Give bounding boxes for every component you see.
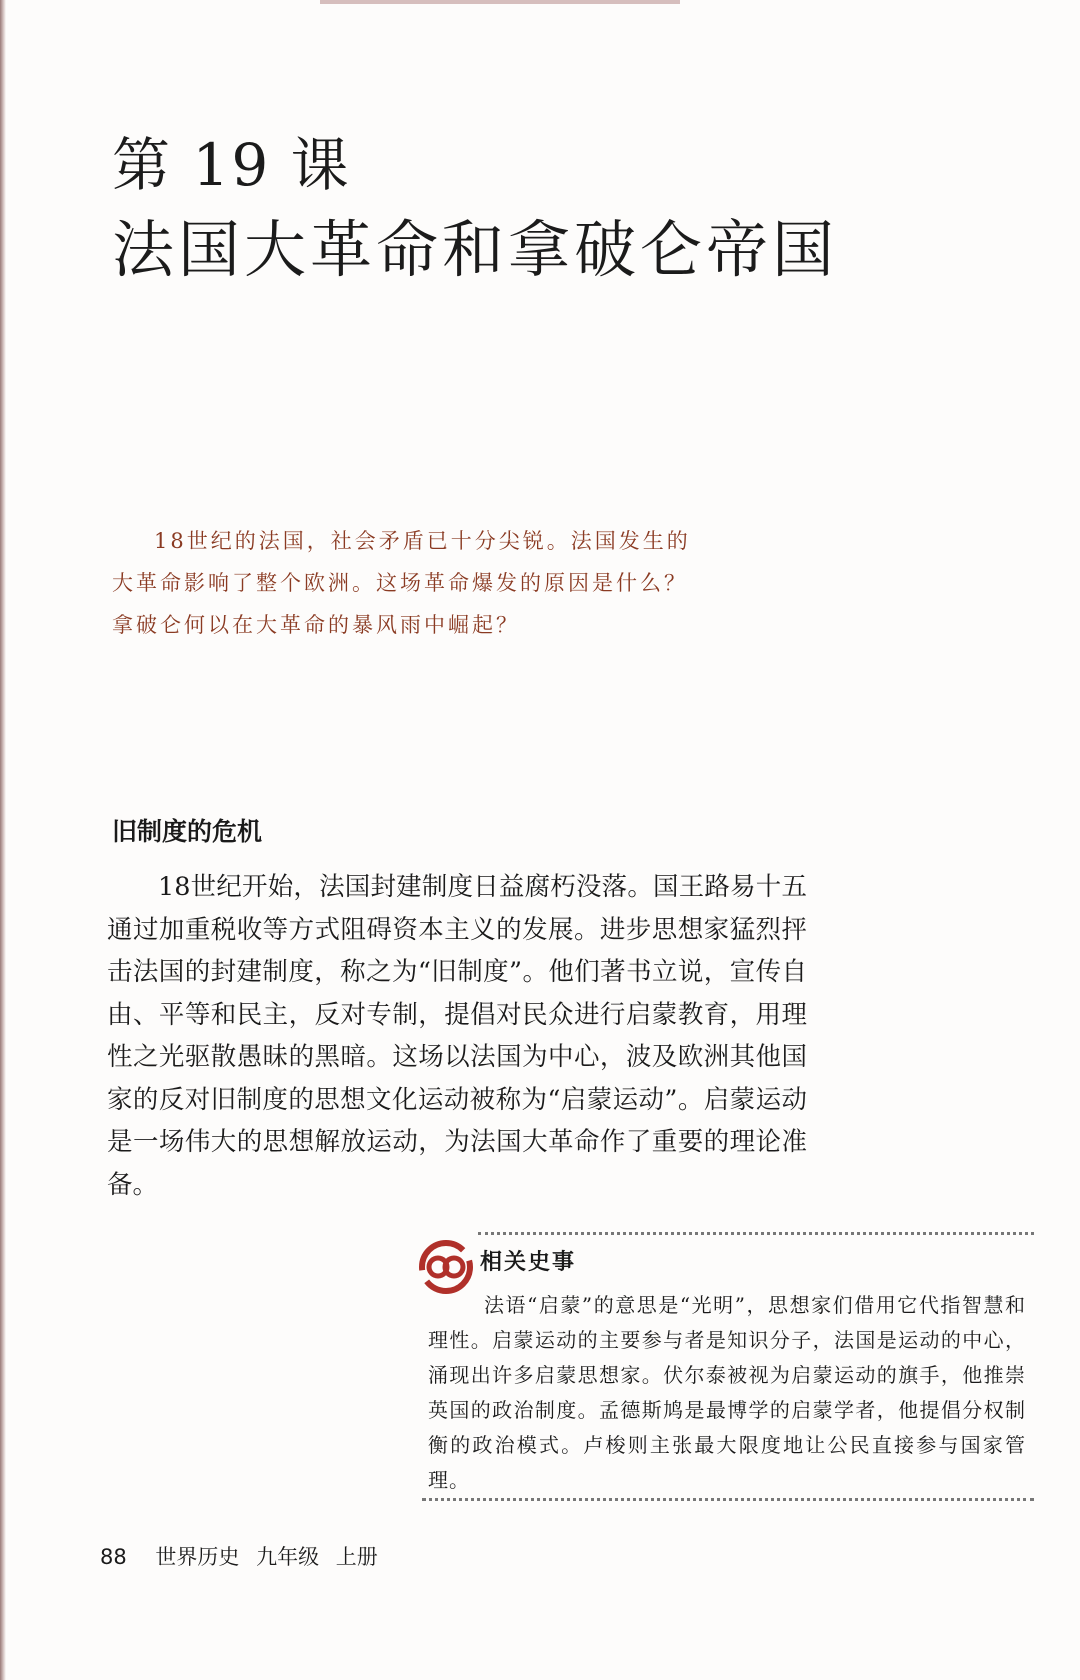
intro-line: 拿破仑何以在大革命的暴风雨中崛起？ (112, 613, 520, 637)
intro-line: 18世纪的法国，社会矛盾已十分尖锐。法国发生的 (154, 529, 691, 553)
lesson-title: 法国大革命和拿破仑帝国 (112, 213, 839, 286)
related-history-title: 相关史事 (480, 1250, 577, 1275)
related-history-text (428, 1288, 1026, 1498)
related-history-box (418, 1232, 1036, 1502)
dotted-divider-top (478, 1232, 1034, 1235)
volume-label: 上册 (335, 1545, 378, 1569)
lesson-intro (112, 520, 732, 646)
book-name: 世界历史 (155, 1545, 240, 1569)
lesson-number: 第 19 课 (112, 131, 351, 199)
dotted-divider-bottom (422, 1498, 1034, 1501)
page-number: 88 (100, 1545, 127, 1569)
section-body (107, 866, 807, 1206)
page-footer (100, 1542, 378, 1572)
page-top-edge (320, 0, 680, 4)
section-heading: 旧制度的危机 (112, 817, 263, 846)
grade-label: 九年级 (256, 1545, 320, 1569)
body-paragraph: 18世纪开始，法国封建制度日益腐朽没落。国王路易十五通过加重税收等方式阻碍资本主义的发展。进步思想家猛烈抨击法国的封建制度，称之为“旧制度”。他们著书立说，宣传自由、平等和民主，反对专制，提倡对民众进行启蒙教育，用理性之光驱散愚昧的黑暗。这场以法国为中心，波及欧洲其他国家的反对旧制度的思想文化运动被称为“启蒙运动”。启蒙运动是一场伟大的思想解放运动，为法国大革命作了重要的理论准备。 (107, 872, 807, 1200)
related-paragraph: 法语“启蒙”的意思是“光明”，思想家们借用它代指智慧和理性。启蒙运动的主要参与者是知识分子，法国是运动的中心，涌现出许多启蒙思想家。伏尔泰被视为启蒙运动的旗手，他推崇英国的政治制度。孟德斯鸠是最博学的启蒙学者，他提倡分权制衡的政治模式。卢梭则主张最大限度地让公民直接参与国家管理。 (428, 1293, 1026, 1492)
related-history-icon (418, 1240, 474, 1294)
page-edge (0, 0, 6, 1680)
intro-line: 大革命影响了整个欧洲。这场革命爆发的原因是什么？ (112, 571, 688, 595)
